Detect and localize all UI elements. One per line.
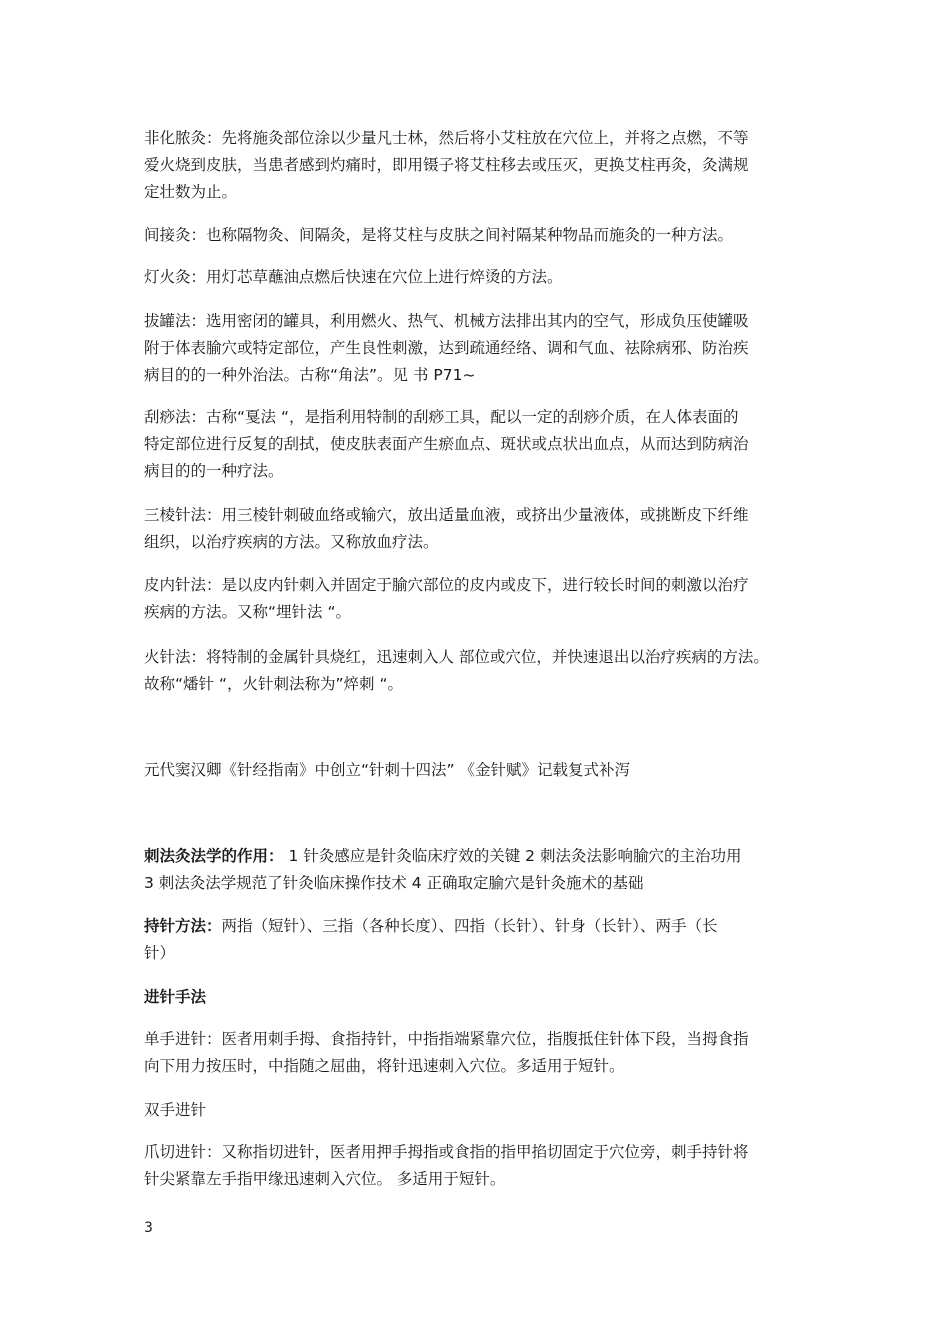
bold-heading: 刺法灸法学的作用：	[144, 847, 284, 865]
text-line: 单手进针：医者用刺手拇、食指持针，中指指端紧靠穴位，指腹抵住针体下段，当拇食指	[144, 1030, 749, 1048]
paragraph-scraping	[144, 404, 816, 485]
paragraph-cupping	[144, 308, 816, 389]
text-line	[144, 913, 816, 940]
paragraph-needle-holding	[144, 913, 816, 967]
page-number: 3	[144, 1220, 153, 1236]
paragraph-yuan-dynasty	[144, 757, 816, 784]
text-line: 非化脓灸：先将施灸部位涂以少量凡士林，然后将小艾柱放在穴位上，并将之点燃，不等	[144, 129, 749, 147]
paragraph-lamp-moxibustion	[144, 264, 816, 291]
paragraph-fire-needle	[144, 644, 816, 698]
text-line: 病目的的一种外治法。古称“角法”。见 书 P71~	[144, 366, 476, 384]
text-line: 皮内针法：是以皮内针刺入并固定于腧穴部位的皮内或皮下，进行较长时间的刺激以治疗	[144, 576, 749, 594]
text-line: 针尖紧靠左手指甲缘迅速刺入穴位。 多适用于短针。	[144, 1170, 506, 1188]
text-span: 1 针灸感应是针灸临床疗效的关键 2 刺法灸法影响腧穴的主治功用	[283, 847, 742, 865]
text-line: 定壮数为止。	[144, 183, 238, 201]
text-line: 针）	[144, 944, 176, 962]
paragraph-single-hand-insertion	[144, 1026, 816, 1080]
text-span: 两指（短针）、三指（各种长度）、四指（长针）、针身（长针）、两手（长	[221, 917, 718, 935]
text-line: 疾病的方法。又称“埋针法 “。	[144, 603, 351, 621]
paragraph-nail-press-insertion	[144, 1139, 816, 1193]
text-line: 3 刺法灸法学规范了针灸临床操作技术 4 正确取定腧穴是针灸施术的基础	[144, 874, 644, 892]
paragraph-role-of-acupuncture	[144, 843, 816, 897]
text-line: 爪切进针：又称指切进针，医者用押手拇指或食指的指甲掐切固定于穴位旁，刺手持针将	[144, 1143, 749, 1161]
paragraph-double-hand-insertion	[144, 1097, 816, 1124]
text-line: 爱火烧到皮肤，当患者感到灼痛时，即用镊子将艾柱移去或压灭，更换艾柱再灸，灸满规	[144, 156, 749, 174]
heading-needle-insertion: 进针手法	[144, 988, 207, 1006]
text-line: 向下用力按压时，中指随之屈曲，将针迅速刺入穴位。多适用于短针。	[144, 1057, 625, 1075]
paragraph-non-suppurative-moxibustion	[144, 125, 816, 206]
paragraph-intradermal-needle	[144, 572, 816, 626]
text-line: 双手进针	[144, 1101, 207, 1119]
text-line: 特定部位进行反复的刮拭，使皮肤表面产生瘀血点、斑状或点状出血点，从而达到防病治	[144, 435, 749, 453]
paragraph-indirect-moxibustion	[144, 222, 816, 249]
text-line: 拔罐法：选用密闭的罐具，利用燃火、热气、机械方法排出其内的空气，形成负压使罐吸	[144, 312, 749, 330]
bold-heading: 持针方法：	[144, 917, 222, 935]
text-line	[144, 843, 816, 870]
text-line: 间接灸：也称隔物灸、间隔灸，是将艾柱与皮肤之间衬隔某种物品而施灸的一种方法。	[144, 226, 734, 244]
text-line: 故称“燔针 “，火针刺法称为”焠刺 “。	[144, 675, 403, 693]
paragraph-three-edged-needle	[144, 502, 816, 556]
text-line: 元代窦汉卿《针经指南》中创立“针刺十四法” 《金针赋》记载复式补泻	[144, 761, 630, 779]
text-line: 病目的的一种疗法。	[144, 462, 284, 480]
text-line: 火针法：将特制的金属针具烧红，迅速刺入人 部位或穴位，并快速退出以治疗疾病的方法。	[144, 648, 769, 666]
text-line: 三棱针法：用三棱针刺破血络或输穴，放出适量血液，或挤出少量液体，或挑断皮下纤维	[144, 506, 749, 524]
text-line: 刮痧法：古称“戛法 “，是指利用特制的刮痧工具，配以一定的刮痧介质，在人体表面的	[144, 408, 739, 426]
text-line: 组织，以治疗疾病的方法。又称放血疗法。	[144, 533, 439, 551]
text-line: 附于体表腧穴或特定部位，产生良性刺激，达到疏通经络、调和气血、祛除病邪、防治疾	[144, 339, 749, 357]
text-line: 灯火灸：用灯芯草蘸油点燃后快速在穴位上进行焠烫的方法。	[144, 268, 563, 286]
